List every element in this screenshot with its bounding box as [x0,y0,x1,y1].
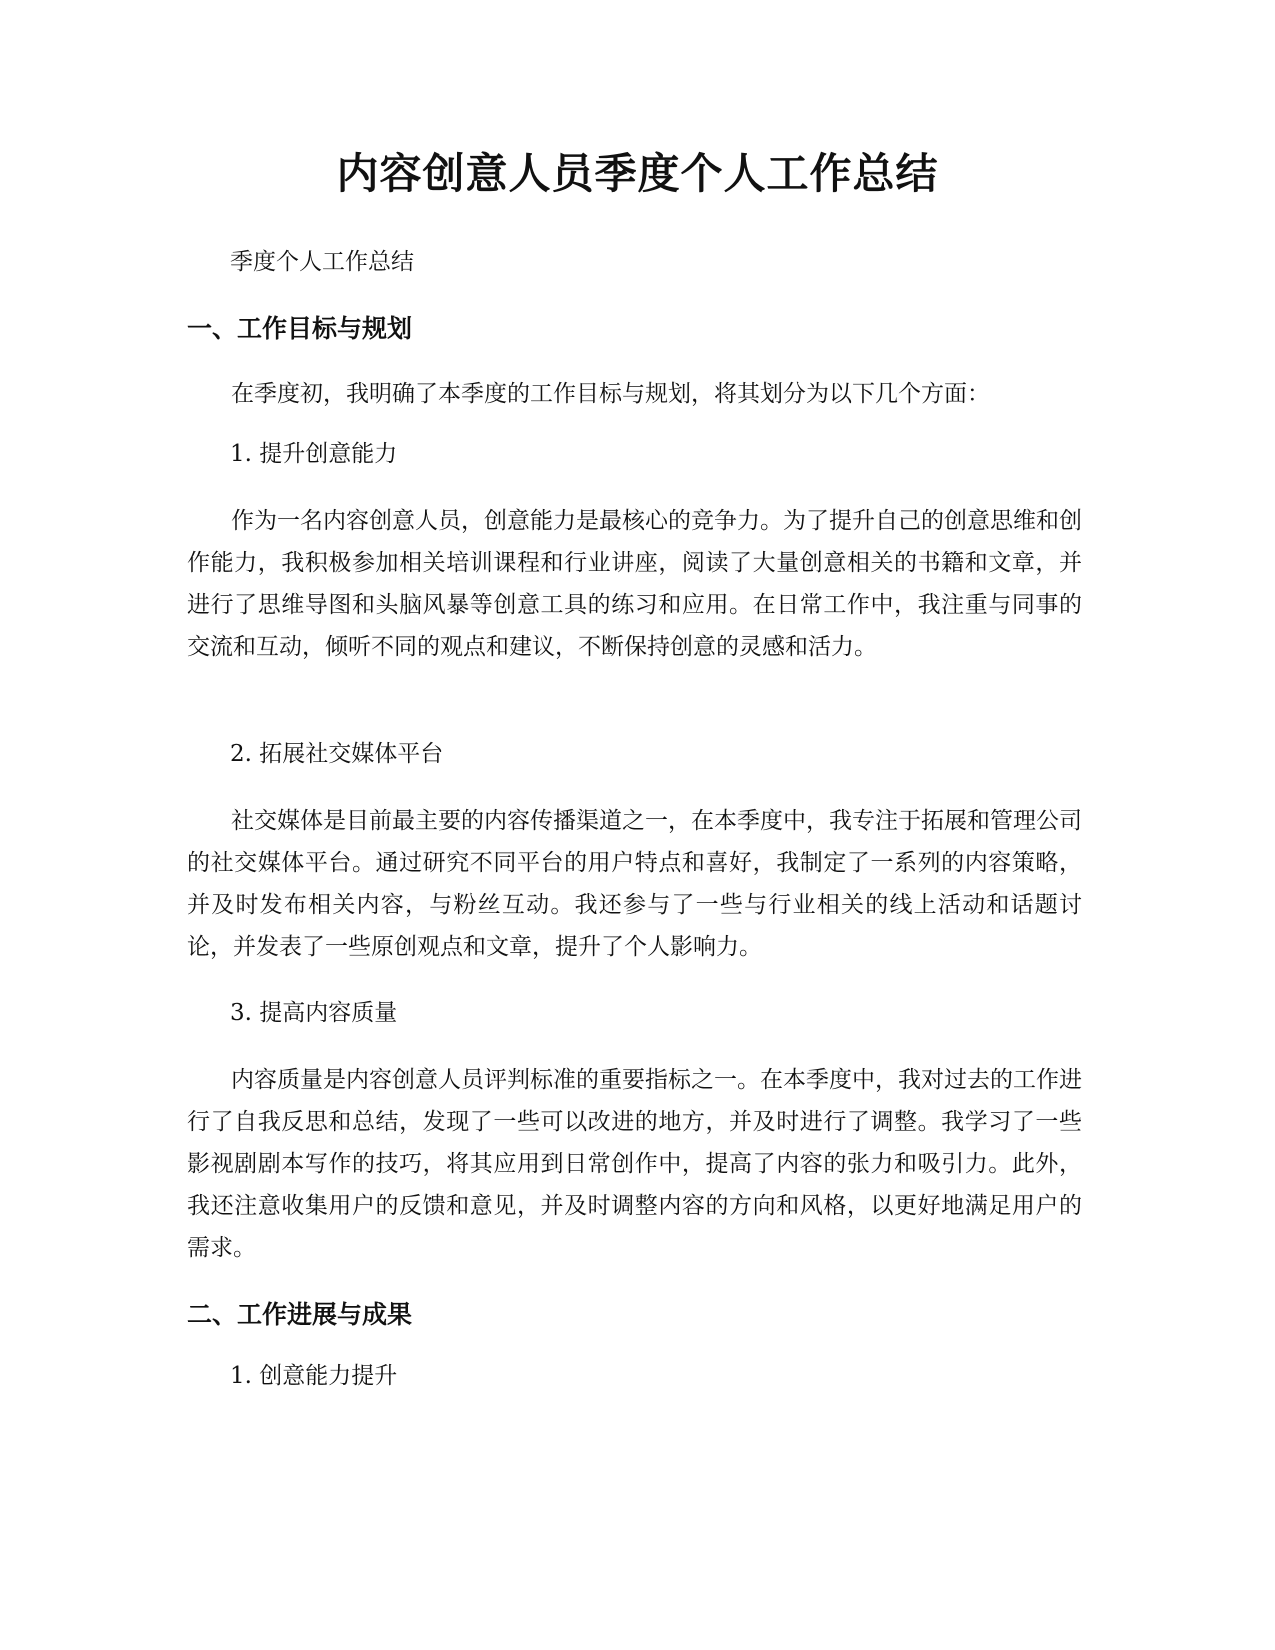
section-heading-progress: 二、工作进展与成果 [187,1300,413,1329]
section-heading-goals: 一、工作目标与规划 [187,314,413,343]
list-item-label: 1. 提升创意能力 [230,441,398,467]
document-subtitle: 季度个人工作总结 [230,249,414,275]
list-item-paragraph: 社交媒体是目前最主要的内容传播渠道之一，在本季度中，我专注于拓展和管理公司的社交媒体平台。通过研究不同平台的用户特点和喜好，我制定了一系列的内容策略，并及时发布相关内容，与粉丝互动。我还参与了一些与行业相关的线上活动和话题讨论，并发表了一些原创观点和文章，提升了个人影响力。 [187,808,1082,960]
list-item-paragraph: 内容质量是内容创意人员评判标准的重要指标之一。在本季度中，我对过去的工作进行了自我反思和总结，发现了一些可以改进的地方，并及时进行了调整。我学习了一些影视剧剧本写作的技巧，将其应用到日常创作中，提高了内容的张力和吸引力。此外，我还注意收集用户的反馈和意见，并及时调整内容的方向和风格，以更好地满足用户的需求。 [187,1067,1082,1261]
section-intro-paragraph: 在季度初，我明确了本季度的工作目标与规划，将其划分为以下几个方面： [231,381,990,407]
list-item-label: 3. 提高内容质量 [230,1000,398,1026]
list-item-label: 2. 拓展社交媒体平台 [230,741,444,767]
list-item-paragraph: 作为一名内容创意人员，创意能力是最核心的竞争力。为了提升自己的创意思维和创作能力，我积极参加相关培训课程和行业讲座，阅读了大量创意相关的书籍和文章，并进行了思维导图和头脑风暴等创意工具的练习和应用。在日常工作中，我注重与同事的交流和互动，倾听不同的观点和建议，不断保持创意的灵感和活力。 [187,508,1082,660]
list-item-label: 1. 创意能力提升 [230,1363,398,1389]
document-title: 内容创意人员季度个人工作总结 [336,149,939,198]
